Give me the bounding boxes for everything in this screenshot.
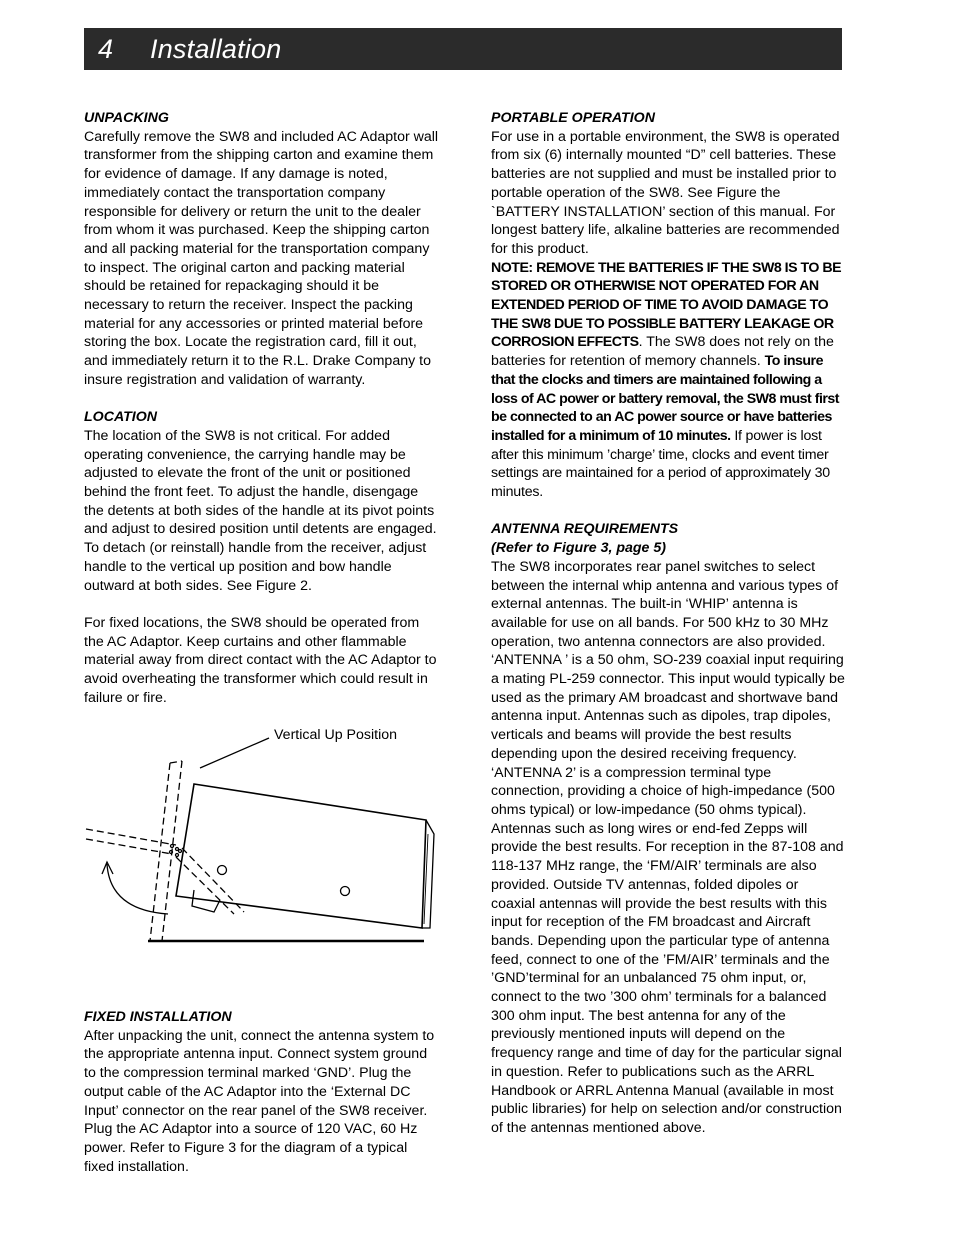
antenna-heading: ANTENNA REQUIREMENTS <box>491 521 679 538</box>
unpacking-body: Carefully remove the SW8 and included AC Adaptor wall transformer from the shipping carton and examine them for evidence of damage. If any damage is noted, immediately contact the transportation company responsible for delivery or return the unit to the dealer from whom it was purchased. Keep the shipping carton and all packing material for the transportation company to inspect. The original carton and packing material should be retained for repackaging should it be necessary to return the receiver. Inspect the packing material for any accessories or printed material before storing the box. Locate the registration card, fill it out, and immediately return it to the R.L. Drake Company to insure registration and validation of warranty. <box>84 128 439 388</box>
receiver-side-illustration <box>84 718 440 954</box>
portable-section <box>491 109 845 502</box>
left-column <box>84 109 440 707</box>
location-heading: LOCATION <box>84 409 158 426</box>
location-section <box>84 408 440 707</box>
portable-body: For use in a portable environment, the SW8 is operated from six (6) internally mounted “D” cell batteries. These batteries are not supplied and must be installed prior to portable operation of the SW8. See Figure the `BATTERY INSTALLATION’ section of this manual. For longest battery life, alkaline batteries are recommended for this product. <box>491 128 840 257</box>
pivot-dot <box>176 854 179 857</box>
fixed-installation-heading: FIXED INSTALLATION <box>84 1009 232 1025</box>
battery-note <box>491 259 845 502</box>
antenna-subheading: (Refer to Figure 3, page 5) <box>491 540 667 557</box>
portable-heading: PORTABLE OPERATION <box>491 110 655 126</box>
location-body-1: The location of the SW8 is not critical. For added operating convenience, the carrying handle may be adjusted to elevate the front of the unit or positioned behind the front feet. To adjust the handle, disengage the detents at both sides of the handle at its pivot points and adjust to desired position until detents are engaged. To detach (or reinstall) handle from the receiver, adjust handle to the vertical up position and bow handle outward at both sides. See Figure 2. <box>84 427 437 594</box>
figure-label: Vertical Up Position <box>274 727 398 743</box>
pivot-dot <box>176 848 179 851</box>
battery-note-after: . The SW8 does not rely on the batteries for retention of memory channels. <box>491 334 834 370</box>
location-body-2: For fixed locations, the SW8 should be operated from the AC Adaptor. Keep curtains and other flammable material away from direct contact with the AC Adaptor to avoid overheating the transformer which could result in failure or fire. <box>84 614 437 706</box>
label-leader-line <box>200 738 269 768</box>
chapter-title: Installation <box>150 34 282 64</box>
antenna-section <box>491 520 845 1137</box>
knob <box>341 887 350 896</box>
rotation-arrow <box>107 864 168 914</box>
fixed-installation-body: After unpacking the unit, connect the antenna system to the appropriate antenna input. Connect system ground to the compression terminal marked ‘GND’. Plug the output cable of the AC Adaptor into the ‘External DC Input’ connector on the rear panel of the SW8 receiver. Plug the AC Adaptor into a source of 120 VAC, 60 Hz power. Refer to Figure 3 for the diagram of a typical fixed installation. <box>84 1027 435 1175</box>
handle-position-figure <box>84 718 440 954</box>
unpacking-section <box>84 109 440 390</box>
receiver-body <box>176 784 426 928</box>
battery-note-bold: NOTE: REMOVE THE BATTERIES IF THE SW8 IS TO BE STORED OR OTHERWISE NOT OPERATED FOR AN EXTENDED PERIOD OF TIME TO AVOID DAMAGE TO THE SW8 DUE TO POSSIBLE BATTERY LEAKAGE OR CORROSION EFFECTS <box>491 259 842 351</box>
right-column <box>491 109 845 1138</box>
fixed-installation-section <box>84 1008 440 1176</box>
knob <box>218 866 227 875</box>
chapter-number: 4 <box>98 34 114 64</box>
unpacking-heading: UNPACKING <box>84 110 169 126</box>
antenna-body: The SW8 incorporates rear panel switches to select between the internal whip antenna and various types of external antennas. The built-in ‘WHIP’ antenna is available for use on all bands. For 500 kHz to 30 MHz operation, two antenna connectors are also provided. ‘ANTENNA ’ is a 50 ohm, SO-239 coaxial input requiring a mating PL-259 connector. This input would typically be used as the primary AM broadcast and shortwave band antenna input. Antennas such as dipoles, trap dipoles, verticals and beams will provide the best results depending upon the desired receiving frequency. ‘ANTENNA 2’ is a compression terminal type connection, providing a choice of high-impedance (500 ohms typical) or low-impedance (50 ohms typical). Antennas such as long wires or end-fed Zepps will provide the best results. For reception in the 87-108 and 118-137 MHz range, the ‘FM/AIR’ terminals are also provided. Outside TV antennas, folded dipoles or coaxial antennas will provide the best results with this input for reception of the FM broadcast and Aircraft bands. Depending upon the particular type of antenna feed, connect to one of the ’FM/AIR’ terminals and the ’GND’terminal for an unbalanced 75 ohm input, or, connect to the two ’300 ohm’ terminals for a balanced 300 ohm input. The best antenna for any of the previously mentioned inputs will depend on the frequency range and time of day for the particular signal in question. Refer to publications such as the ARRL Handbook or ARRL Antenna Manual (available in most public libraries) for help on selection and/or construction of the antennas mentioned above. <box>491 558 845 1136</box>
pivot-dot <box>179 850 182 853</box>
clock-note-bold: To insure that the clocks and timers are maintained following a loss of AC power or battery removal, the SW8 must first be connected to an AC power source or have batteries installed for a minimum of 10 minutes. <box>491 353 840 444</box>
clock-note-after: If power is lost after this minimum ’charge’ time, clocks and event timer settings are maintained for a period of approximately 30 minutes. <box>491 427 830 501</box>
chapter-header <box>84 28 842 70</box>
